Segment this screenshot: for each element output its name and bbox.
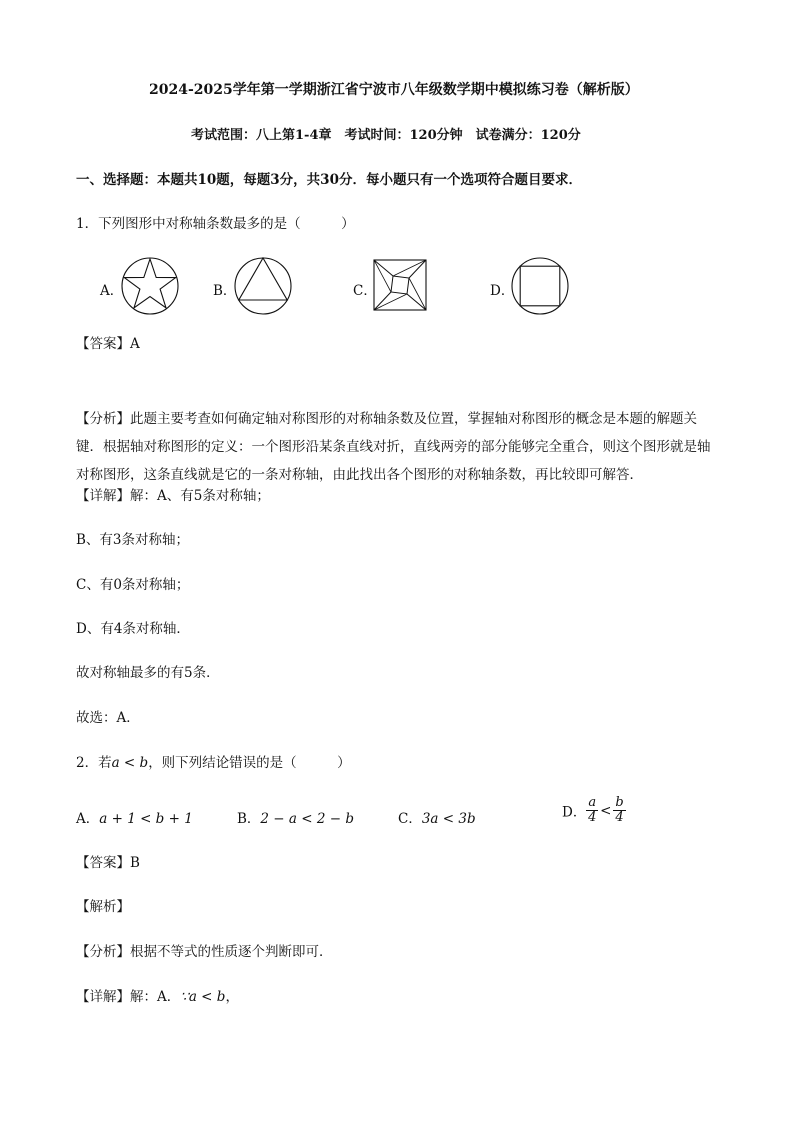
q1-detail-line: 故选：A． xyxy=(76,710,140,726)
q2-option-b-expr: 2 − a < 2 − b xyxy=(260,811,354,827)
circle-star-figure xyxy=(120,256,180,316)
q2-option-a-expr: a + 1 < b + 1 xyxy=(99,811,193,827)
page-title: 2024-2025学年第一学期浙江省宁波市八年级数学期中模拟练习卷（解析版） xyxy=(149,82,639,98)
circle-square-figure xyxy=(510,256,570,316)
q1-detail-line: D、有4条对称轴． xyxy=(76,621,190,637)
q2-option-d xyxy=(562,796,626,825)
q2-option-a-label: A． xyxy=(76,811,100,827)
q2-option-c-label: C． xyxy=(398,811,422,827)
q2-detail xyxy=(76,991,239,1005)
q2-option-d-label: D． xyxy=(562,804,587,821)
q1-option-c-label: C． xyxy=(353,283,377,299)
q2-option-b xyxy=(237,807,354,827)
q1-analysis: 【分析】此题主要考查如何确定轴对称图形的对称轴条数及位置，掌握轴对称图形的概念是本题的解题关键．根据轴对称图形的定义：一个图形沿某条直线对折，直线两旁的部分能够完全重合，则这个图形就是轴对称图形，这条直线就是它的一条对称轴，由此找出各个图形的对称轴条数，再比较即可解答． xyxy=(76,411,711,483)
q1-detail-line: B、有3条对称轴； xyxy=(76,532,190,548)
q2-option-b-label: B． xyxy=(237,811,261,827)
circle-triangle-figure xyxy=(233,256,293,316)
q1-option-a-label: A． xyxy=(100,283,124,299)
section-heading: 一、选择题：本题共10题，每题3分，共30分．每小题只有一个选项符合题目要求． xyxy=(76,172,582,188)
fraction-a-over-4: $\frac{a}{4}$ xyxy=(588,795,597,825)
q2-answer: 【答案】B xyxy=(76,855,140,871)
q2-stem-prefix: 2．若 xyxy=(76,755,112,771)
q1-option-b-label: B． xyxy=(213,283,237,299)
question-1-stem: 1．下列图形中对称轴条数最多的是（ ） xyxy=(76,216,355,232)
exam-info: 考试范围：八上第1-4章 考试时间：120分钟 试卷满分：120分 xyxy=(191,128,581,143)
q2-stem-math: a < b xyxy=(111,755,149,771)
square-pinwheel-figure xyxy=(373,259,427,311)
q1-detail-line: C、有0条对称轴； xyxy=(76,577,190,593)
q1-detail-line: 【详解】解：A、有5条对称轴； xyxy=(76,488,270,504)
less-than-sign: < xyxy=(600,802,612,819)
fraction-b-over-4: $\frac{b}{4}$ xyxy=(615,795,624,825)
question-2-stem xyxy=(76,757,351,771)
q1-option-d-label: D． xyxy=(490,283,515,299)
q2-analysis: 【分析】根据不等式的性质逐个判断即可． xyxy=(76,944,333,960)
q2-option-c-expr: 3a < 3b xyxy=(421,811,476,827)
q2-detail-suffix: ， xyxy=(225,989,239,1005)
q1-detail-line: 故对称轴最多的有5条． xyxy=(76,665,220,681)
q2-stem-suffix: ，则下列结论错误的是（ ） xyxy=(148,755,351,771)
q2-jiexi: 【解析】 xyxy=(76,899,130,915)
q1-answer: 【答案】A xyxy=(76,336,140,352)
q2-option-a xyxy=(76,807,193,827)
q2-detail-prefix: 【详解】解：A． xyxy=(76,989,181,1005)
q2-detail-math: ∵a < b xyxy=(180,989,226,1005)
q2-option-c xyxy=(398,807,476,827)
